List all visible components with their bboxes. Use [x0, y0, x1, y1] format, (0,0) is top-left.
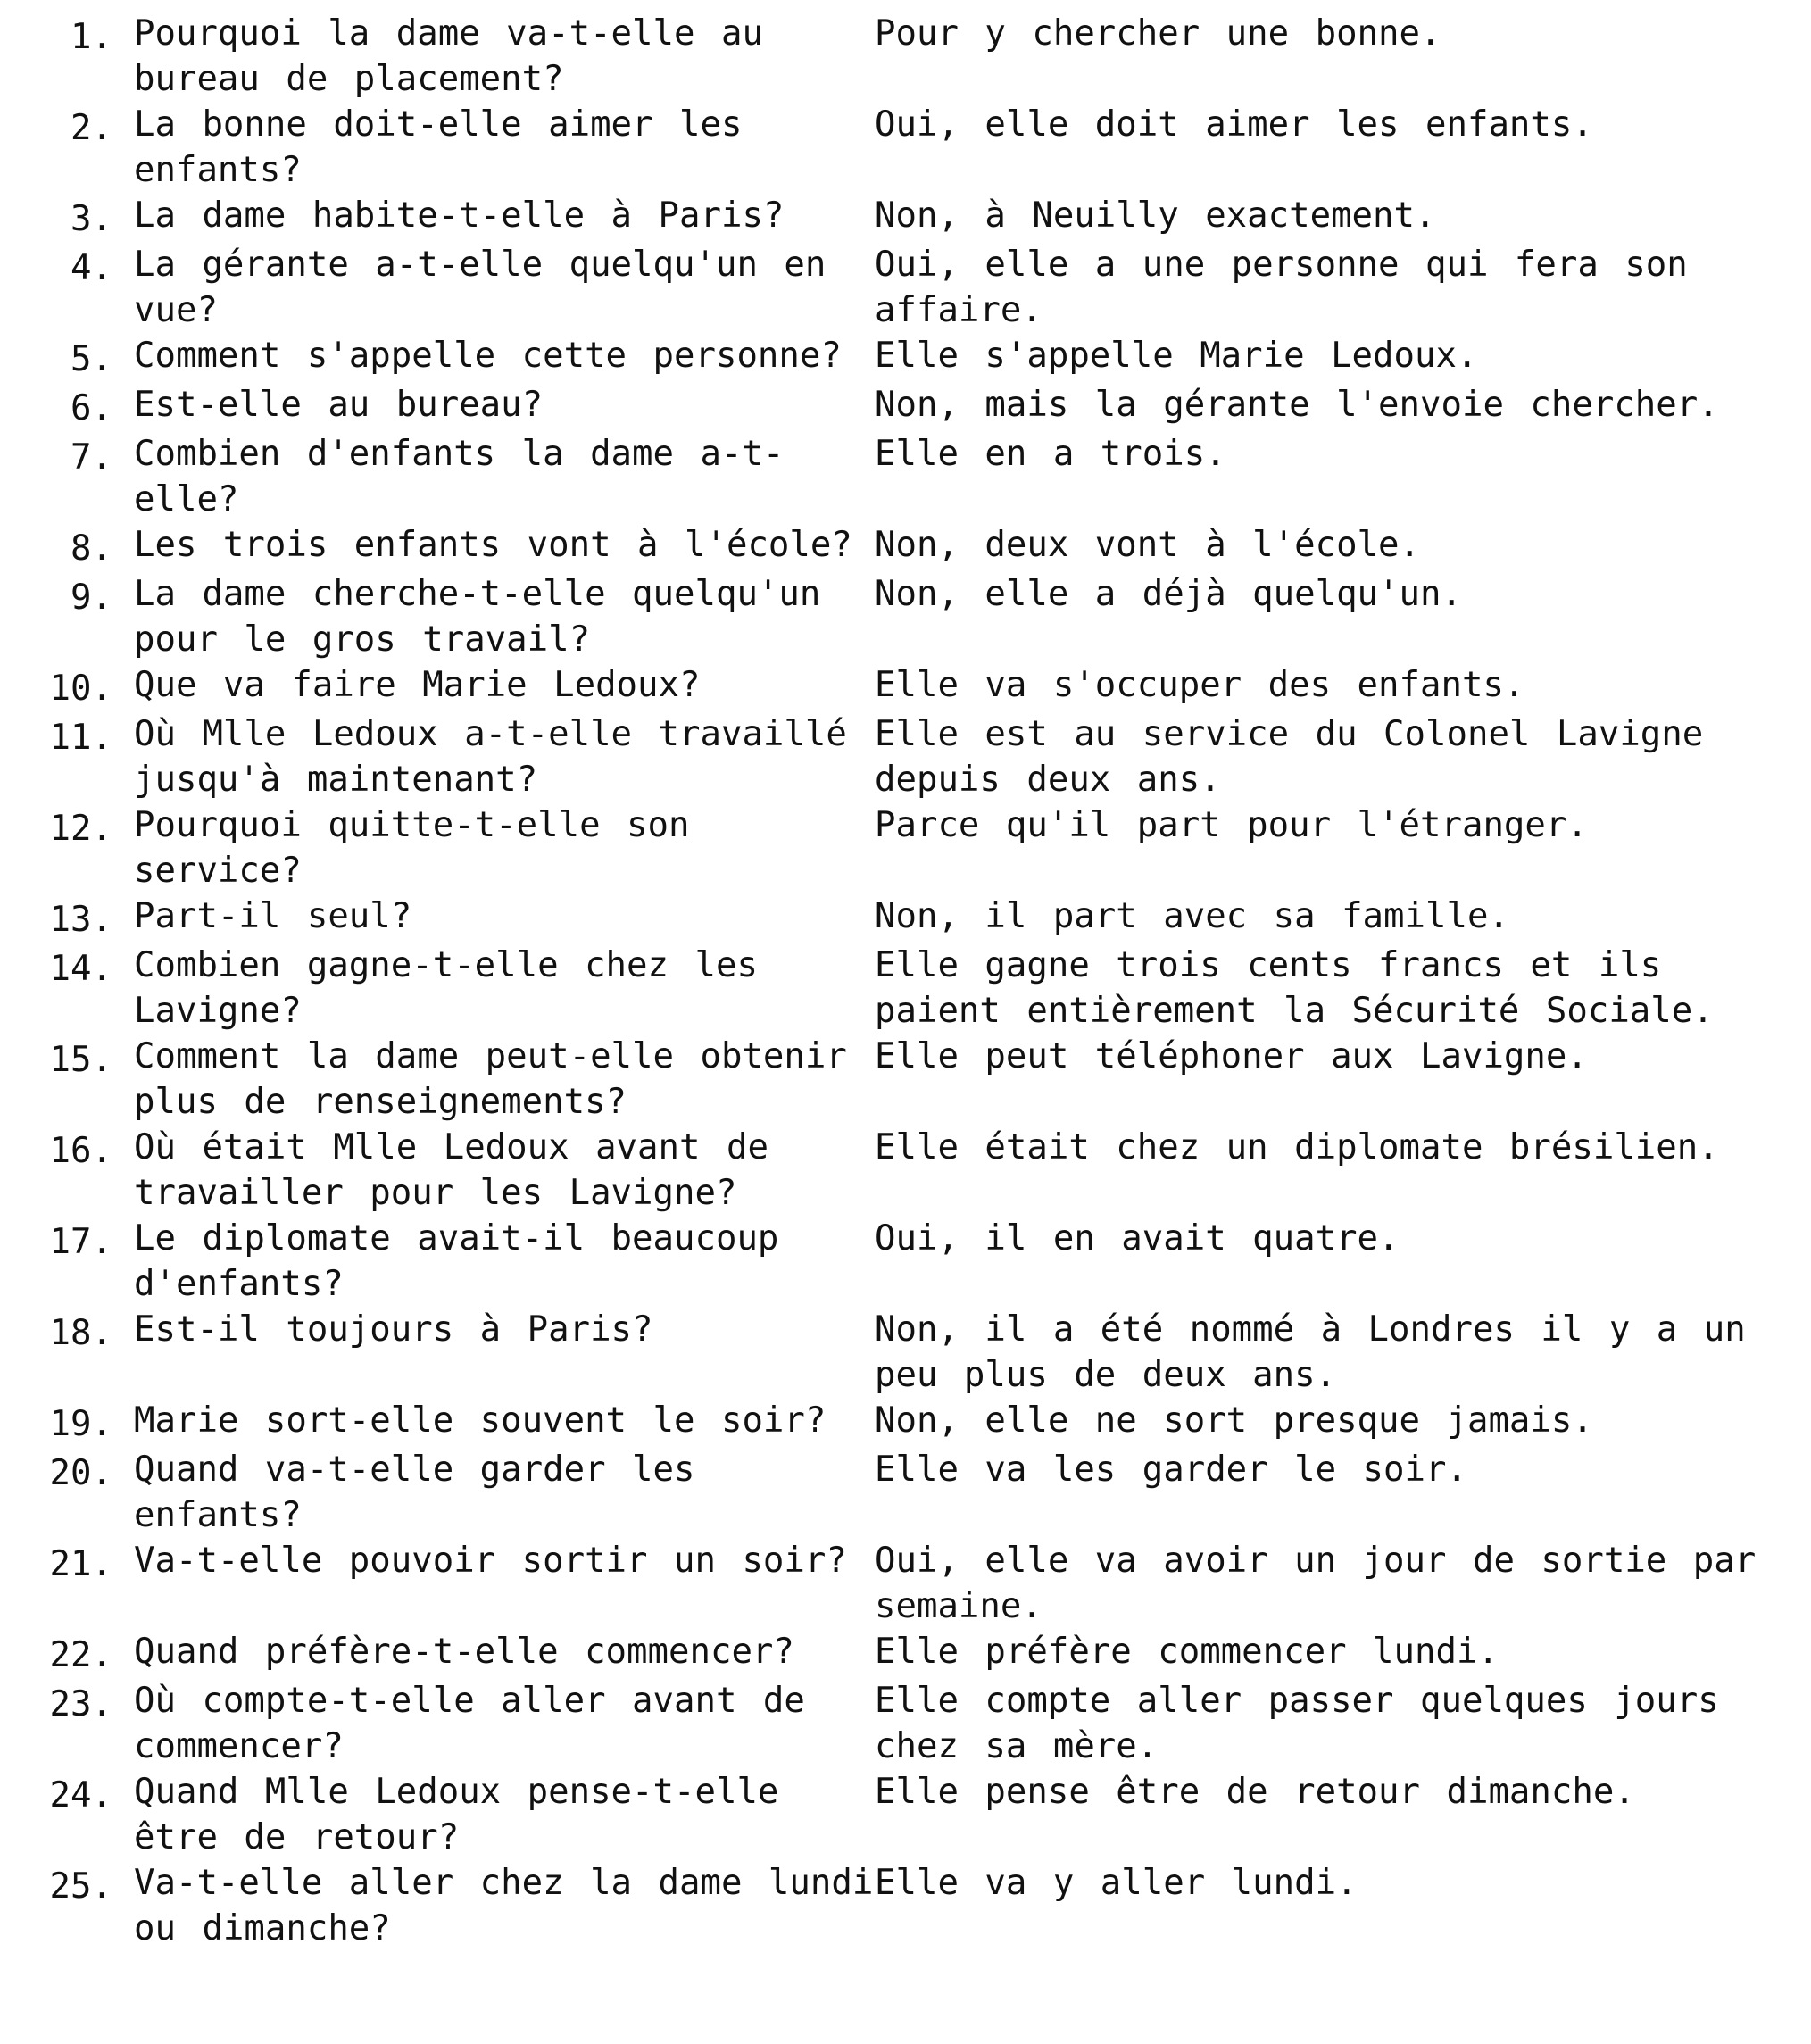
- qa-item: [20, 102, 1796, 193]
- answer-text: Non, elle ne sort presque jamais.: [875, 1400, 1593, 1441]
- question-text: Est-elle au bureau?: [134, 385, 544, 425]
- item-number: 14.: [49, 949, 112, 989]
- question-text: Quand va-t-elle garder les enfants?: [134, 1450, 695, 1535]
- qa-item: [20, 1034, 1796, 1125]
- question-text: Le diplomate avait-il beaucoup d'enfants?: [134, 1218, 779, 1304]
- question-text: La dame cherche-t-elle quelqu'un pour le gros travail?: [134, 574, 821, 660]
- qa-item: [20, 1860, 1796, 1951]
- item-number: 17.: [49, 1222, 112, 1262]
- qa-item: [20, 193, 1796, 242]
- item-number: 19.: [49, 1404, 112, 1444]
- question-text: Où Mlle Ledoux a-t-elle travaillé jusqu'à maintenant?: [134, 714, 847, 800]
- qa-item: [20, 333, 1796, 382]
- qa-item: [20, 1398, 1796, 1447]
- qa-item: [20, 1216, 1796, 1307]
- qa-item: [20, 1678, 1796, 1769]
- question-text: Marie sort-elle souvent le soir?: [134, 1400, 827, 1441]
- question-text: Quand Mlle Ledoux pense-t-elle être de retour?: [134, 1772, 779, 1857]
- qa-item: [20, 522, 1796, 571]
- answer-text: Elle pense être de retour dimanche.: [875, 1772, 1635, 1812]
- question-text: Pourquoi quitte-t-elle son service?: [134, 805, 690, 891]
- item-number: 9.: [71, 577, 112, 618]
- qa-item: [20, 1307, 1796, 1398]
- answer-text: Elle s'appelle Marie Ledoux.: [875, 336, 1478, 376]
- answer-text: Non, mais la gérante l'envoie chercher.: [875, 385, 1719, 425]
- question-text: La bonne doit-elle aimer les enfants?: [134, 104, 743, 190]
- item-number: 13.: [49, 900, 112, 940]
- qa-item: [20, 802, 1796, 893]
- question-text: Comment s'appelle cette personne?: [134, 336, 842, 376]
- item-number: 5.: [71, 339, 112, 379]
- answer-text: Pour y chercher une bonne.: [875, 13, 1441, 54]
- item-number: 21.: [49, 1544, 112, 1584]
- qa-item: [20, 431, 1796, 522]
- question-text: Pourquoi la dame va-t-elle au bureau de placement?: [134, 13, 763, 99]
- answer-text: Elle peut téléphoner aux Lavigne.: [875, 1036, 1588, 1076]
- question-text: Quand préfère-t-elle commencer?: [134, 1632, 794, 1672]
- qa-item: [20, 1447, 1796, 1538]
- item-number: 3.: [71, 199, 112, 239]
- item-number: 11.: [49, 718, 112, 758]
- qa-item: [20, 943, 1796, 1034]
- item-number: 16.: [49, 1131, 112, 1171]
- answer-text: Elle compte aller passer quelques jours chez sa mère.: [875, 1681, 1719, 1766]
- item-number: 12.: [49, 809, 112, 849]
- answer-text: Elle préfère commencer lundi.: [875, 1632, 1499, 1672]
- item-number: 4.: [71, 248, 112, 288]
- qa-item: [20, 11, 1796, 102]
- question-text: Va-t-elle aller chez la dame lundi ou dimanche?: [134, 1863, 874, 1948]
- qa-item: [20, 1125, 1796, 1216]
- answer-text: Parce qu'il part pour l'étranger.: [875, 805, 1588, 845]
- answer-text: Non, elle a déjà quelqu'un.: [875, 574, 1462, 614]
- question-answer-list: [20, 11, 1796, 1951]
- qa-item: [20, 571, 1796, 662]
- qa-item: [20, 1629, 1796, 1678]
- answer-text: Elle va y aller lundi.: [875, 1863, 1358, 1903]
- qa-item: [20, 711, 1796, 802]
- answer-text: Non, il a été nommé à Londres il y a un peu plus de deux ans.: [875, 1309, 1746, 1395]
- answer-text: Oui, elle a une personne qui fera son affaire.: [875, 245, 1688, 330]
- answer-text: Elle est au service du Colonel Lavigne depuis deux ans.: [875, 714, 1704, 800]
- qa-item: [20, 1769, 1796, 1860]
- answer-text: Oui, il en avait quatre.: [875, 1218, 1400, 1259]
- answer-text: Non, à Neuilly exactement.: [875, 195, 1436, 236]
- item-number: 23.: [49, 1684, 112, 1724]
- question-text: La gérante a-t-elle quelqu'un en vue?: [134, 245, 827, 330]
- answer-text: Elle va s'occuper des enfants.: [875, 665, 1525, 705]
- item-number: 10.: [49, 669, 112, 709]
- item-number: 24.: [49, 1775, 112, 1816]
- item-number: 2.: [71, 108, 112, 148]
- item-number: 22.: [49, 1635, 112, 1675]
- question-text: Combien d'enfants la dame a-t-elle?: [134, 434, 785, 519]
- answer-text: Elle en a trois.: [875, 434, 1226, 474]
- item-number: 8.: [71, 528, 112, 569]
- item-number: 6.: [71, 388, 112, 428]
- item-number: 20.: [49, 1453, 112, 1493]
- question-text: Est-il toujours à Paris?: [134, 1309, 653, 1350]
- item-number: 7.: [71, 437, 112, 478]
- qa-item: [20, 1538, 1796, 1629]
- item-number: 1.: [71, 17, 112, 57]
- question-text: Comment la dame peut-elle obtenir plus de renseignements?: [134, 1036, 847, 1122]
- item-number: 25.: [49, 1866, 112, 1907]
- answer-text: Elle va les garder le soir.: [875, 1450, 1467, 1490]
- question-text: Que va faire Marie Ledoux?: [134, 665, 701, 705]
- answer-text: Elle était chez un diplomate brésilien.: [875, 1127, 1719, 1167]
- qa-item: [20, 893, 1796, 943]
- qa-item: [20, 662, 1796, 711]
- answer-text: Oui, elle doit aimer les enfants.: [875, 104, 1593, 145]
- question-text: Où compte-t-elle aller avant de commencer?: [134, 1681, 805, 1766]
- answer-text: Non, il part avec sa famille.: [875, 896, 1509, 936]
- question-text: Part-il seul?: [134, 896, 412, 936]
- question-text: Va-t-elle pouvoir sortir un soir?: [134, 1541, 847, 1581]
- question-text: Les trois enfants vont à l'école?: [134, 525, 852, 565]
- item-number: 15.: [49, 1040, 112, 1080]
- qa-item: [20, 382, 1796, 431]
- question-text: Où était Mlle Ledoux avant de travailler pour les Lavigne?: [134, 1127, 768, 1213]
- qa-item: [20, 242, 1796, 333]
- answer-text: Non, deux vont à l'école.: [875, 525, 1420, 565]
- question-text: La dame habite-t-elle à Paris?: [134, 195, 785, 236]
- question-text: Combien gagne-t-elle chez les Lavigne?: [134, 945, 758, 1031]
- answer-text: Oui, elle va avoir un jour de sortie par semaine.: [875, 1541, 1757, 1626]
- item-number: 18.: [49, 1313, 112, 1353]
- answer-text: Elle gagne trois cents francs et ils paient entièrement la Sécurité Sociale.: [875, 945, 1714, 1031]
